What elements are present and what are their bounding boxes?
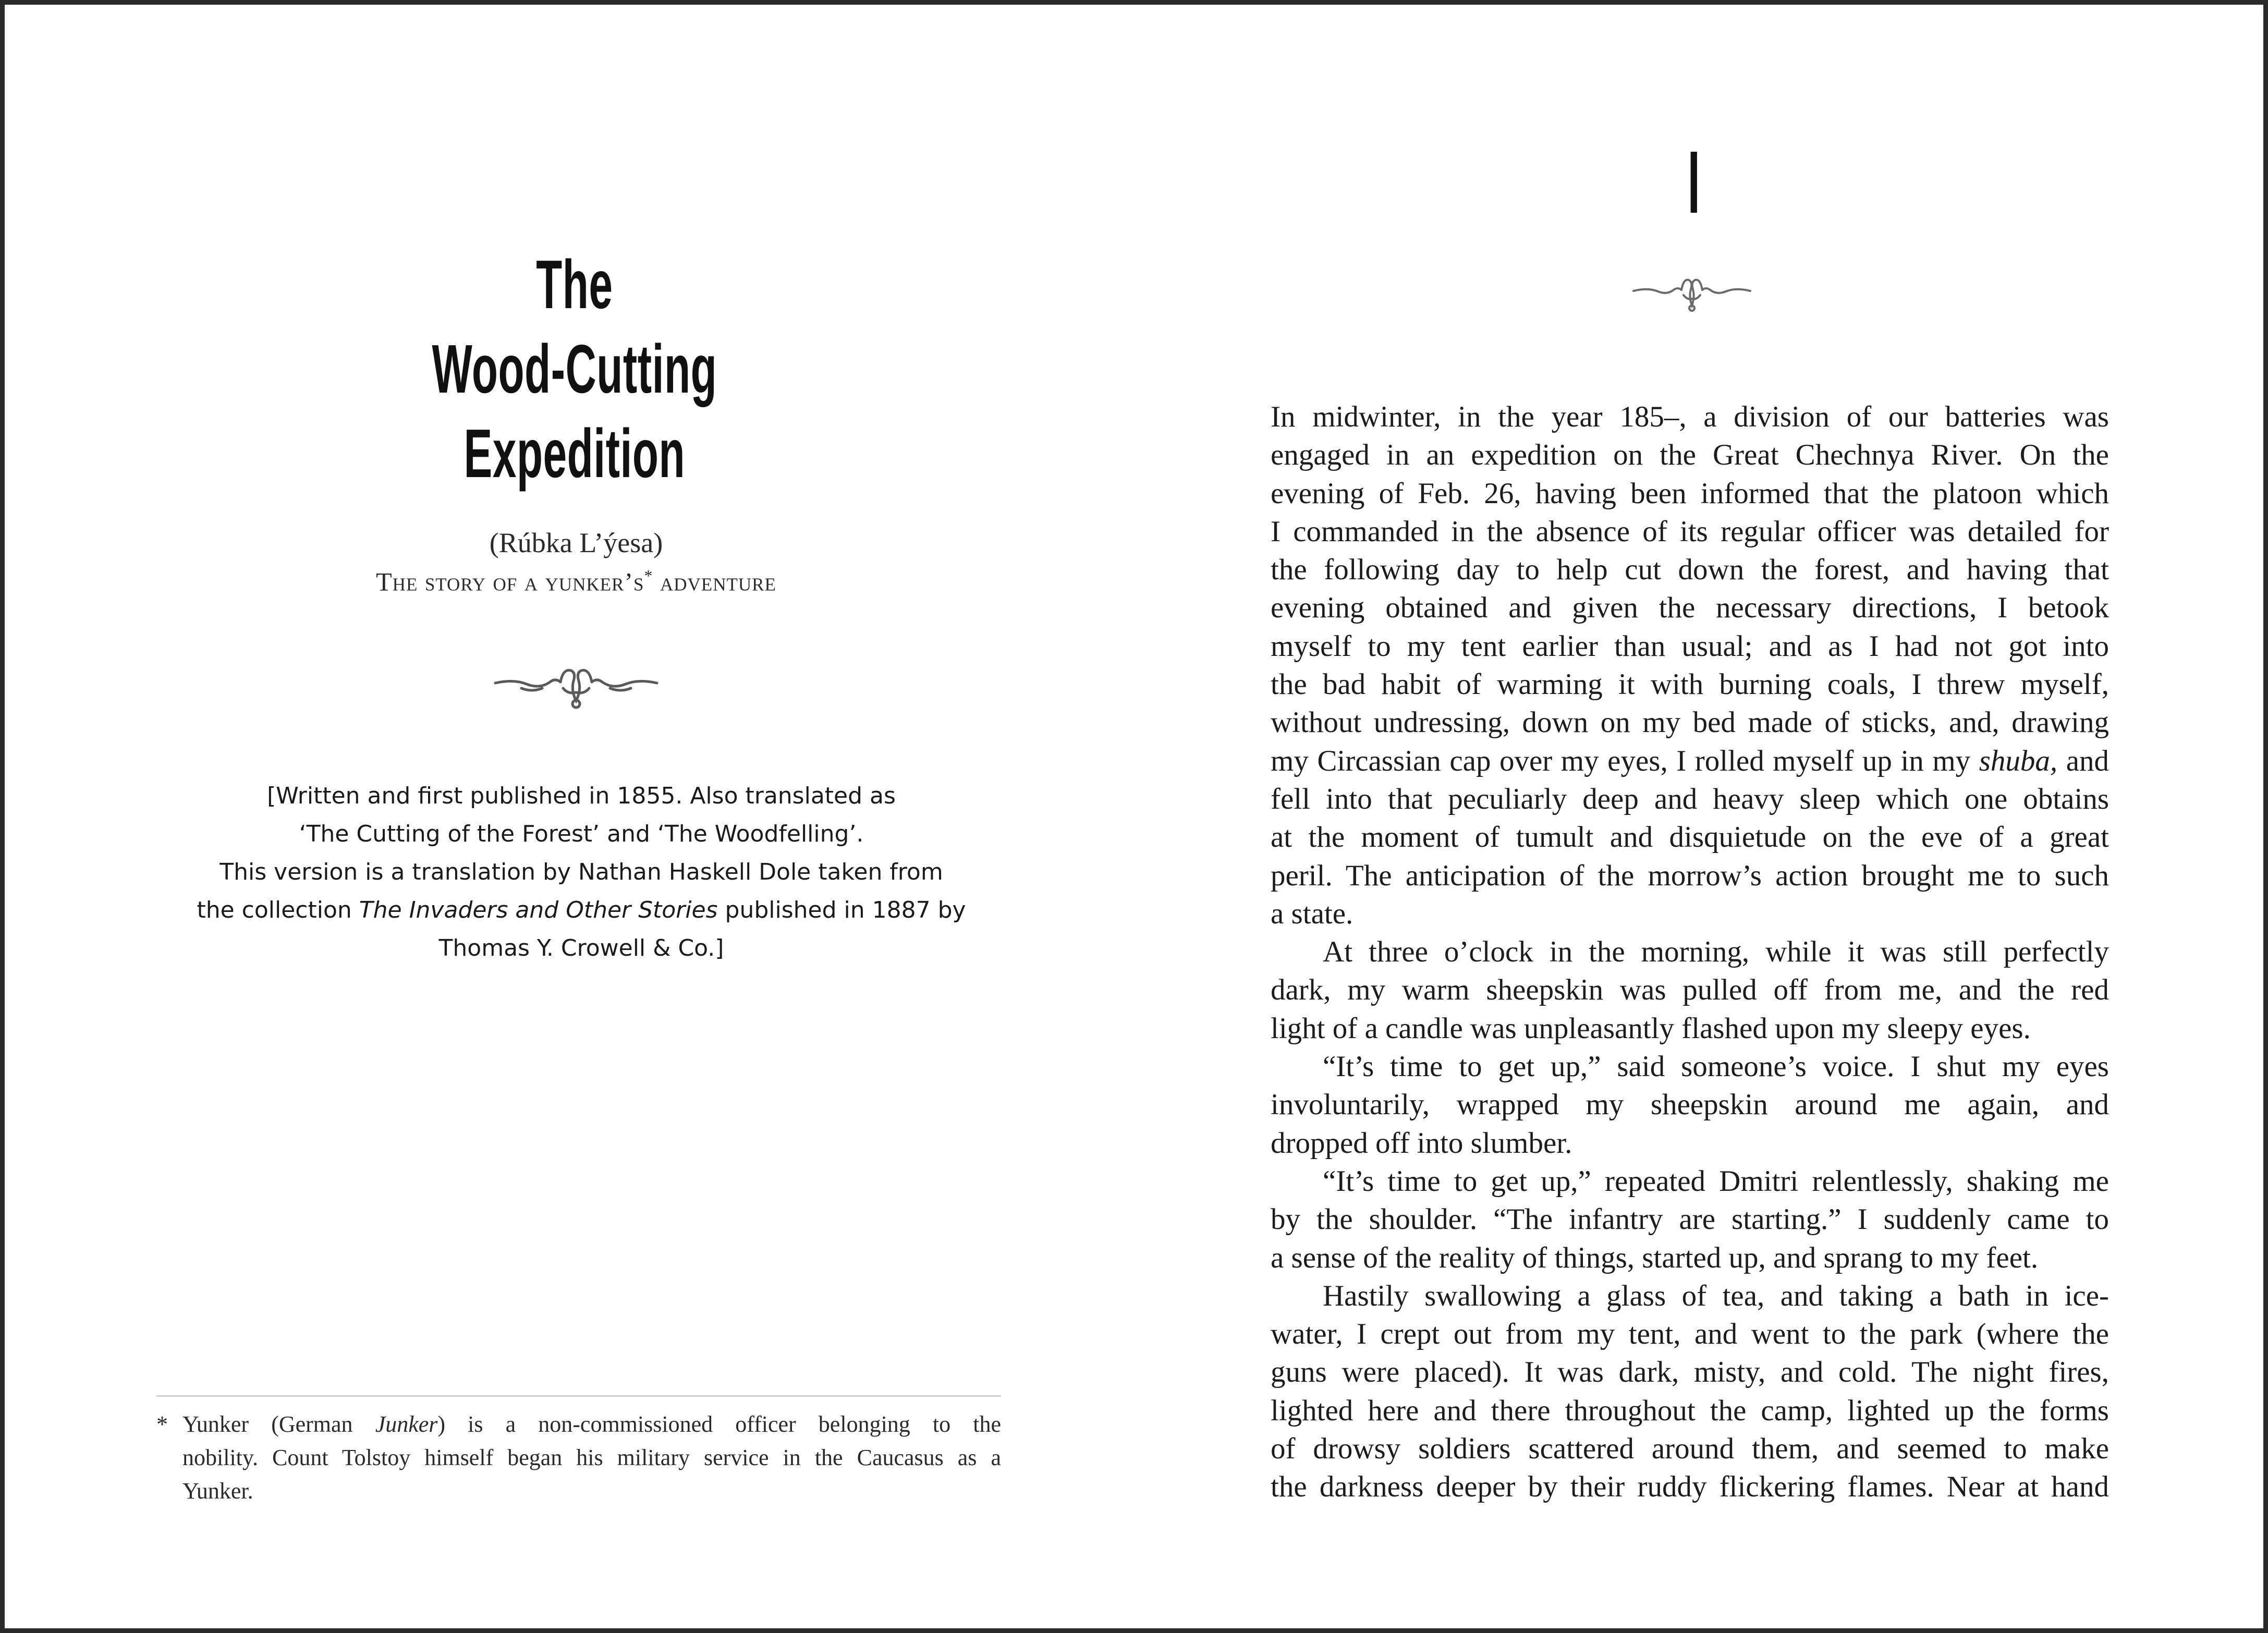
body-line-text-end: and [2057, 744, 2109, 777]
body-line [1271, 1277, 2109, 1315]
body-line [1271, 780, 2109, 818]
body-line-text: myself to my tent earlier than usual; and as I had not got into [1271, 629, 2109, 663]
body-line [1271, 1200, 2109, 1238]
body-line [1271, 436, 2109, 474]
body-line-text: the bad habit of warming it with burning coals, I threw myself, [1271, 668, 2109, 701]
ornament-icon [490, 658, 662, 715]
note-line-2: ‘The Cutting of the Forest’ and ‘The Woodfelling’. [299, 821, 864, 847]
note-line-4-post: published in 1887 by [717, 897, 966, 923]
title-line-3: Expedition [464, 415, 686, 492]
ornament-icon [1629, 270, 1754, 317]
footnote-line-3: Yunker. [182, 1478, 253, 1504]
body-line-text: without undressing, down on my bed made of sticks, and, drawing [1271, 706, 2109, 739]
body-line-text: at the moment of tumult and disquietude on the eve of a great [1271, 821, 2109, 854]
footnote-line-1-pre: Yunker (German [182, 1411, 375, 1437]
body-line-text: by the shoulder. “The infantry are starting.” I suddenly came to [1271, 1203, 2109, 1236]
body-line [1271, 589, 2109, 627]
body-line-text: the following day to help cut down the forest, and having that [1271, 553, 2109, 587]
body-line [1271, 895, 2109, 933]
body-line-text: evening obtained and given the necessary directions, I betook [1271, 591, 2109, 625]
body-line [1271, 474, 2109, 513]
body-line [1271, 1047, 2109, 1086]
body-line-text: water, I crept out from my tent, and went to the park (where the [1271, 1318, 2109, 1351]
body-line [1271, 1009, 2109, 1047]
body-line [1271, 703, 2109, 741]
subtitle-main: The story of a yunker’s [376, 567, 644, 596]
subtitle [0, 566, 1152, 597]
body-line [1271, 1124, 2109, 1162]
body-line [1271, 933, 2109, 971]
body-line-text: evening of Feb. 26, having been informed that the platoon which [1271, 477, 2109, 510]
body-line [1271, 1315, 2109, 1353]
footnote-reference: * [644, 566, 653, 585]
body-line [1271, 1392, 2109, 1430]
body-line-text: a state. [1271, 897, 1354, 930]
story-title [219, 242, 930, 496]
note-line-3: This version is a translation by Nathan Haskell Dole taken from [220, 859, 943, 885]
body-line-text: involuntarily, wrapped my sheepskin around me again, and [1271, 1088, 2109, 1122]
note-line-4 [172, 891, 991, 929]
footnote-italic-term: Junker [375, 1411, 438, 1437]
right-page [1134, 0, 2268, 1633]
body-line [1271, 971, 2109, 1009]
body-line-text: of drowsy soldiers scattered around them, and seemed to make [1271, 1432, 2109, 1466]
body-line [1271, 1430, 2109, 1468]
title-line-2: Wood-Cutting [432, 331, 717, 407]
note-line-5: Thomas Y. Crowell & Co.] [438, 935, 724, 961]
body-line-text: peril. The anticipation of the morrow’s action brought me to such [1271, 859, 2109, 892]
body-line-text: the darkness deeper by their ruddy flickering flames. Near at hand [1271, 1470, 2109, 1504]
footnote-rule [156, 1395, 1001, 1397]
body-line [1271, 627, 2109, 665]
collection-title: The Invaders and Other Stories [359, 897, 718, 923]
body-line [1271, 1468, 2109, 1506]
body-line-text: At three o’clock in the morning, while it was still perfectly [1323, 935, 2109, 969]
footnote-line-2: nobility. Count Tolstoy himself began his military service in the Caucasus as a [182, 1445, 1001, 1470]
body-line-text: Hastily swallowing a glass of tea, and taking a bath in ice- [1323, 1279, 2109, 1312]
body-line-text: dropped off into slumber. [1271, 1126, 1572, 1160]
body-line [1271, 742, 2109, 780]
body-line-text: light of a candle was unpleasantly flashed upon my sleepy eyes. [1271, 1012, 2031, 1045]
body-line-text: “It’s time to get up,” said someone’s voice. I shut my eyes [1323, 1050, 2109, 1083]
body-line [1271, 818, 2109, 856]
body-line-text: guns were placed). It was dark, misty, and cold. The night fires, [1271, 1356, 2109, 1389]
body-line [1271, 398, 2109, 436]
body-line-text: I commanded in the absence of its regular officer was detailed for [1271, 515, 2109, 548]
body-line [1271, 1086, 2109, 1124]
note-line-1: [Written and first published in 1855. Also translated as [267, 783, 896, 809]
body-line-text: “It’s time to get up,” repeated Dmitri relentlessly, shaking me [1323, 1164, 2109, 1198]
title-line-1: The [536, 246, 613, 323]
body-line [1271, 513, 2109, 551]
body-line-text: In midwinter, in the year 185–, a division of our batteries was [1271, 400, 2109, 433]
footnote-line-1 [182, 1408, 1001, 1441]
body-line-text: fell into that peculiarly deep and heavy sleep which one obtains [1271, 782, 2109, 815]
body-line-text: my Circassian cap over my eyes, I rolled myself up in my [1271, 744, 1979, 777]
body-line [1271, 665, 2109, 703]
footnote-line-1-post: ) is a non-commissioned officer belonging to the [437, 1411, 1001, 1437]
chapter-body-text [1271, 398, 2109, 1506]
body-line [1271, 1353, 2109, 1391]
body-line-text: dark, my warm sheepskin was pulled off from me, and the red [1271, 973, 2109, 1007]
body-line-text: engaged in an expedition on the Great Chechnya River. On the [1271, 438, 2109, 472]
footnote-mark: * [156, 1411, 168, 1437]
body-line [1271, 1162, 2109, 1200]
alternate-title: (Rúbka L’ýesa) [489, 527, 663, 558]
footnote [156, 1408, 1001, 1508]
body-line [1271, 1239, 2109, 1277]
body-line-text: a sense of the reality of things, started up, and sprang to my feet. [1271, 1241, 2039, 1274]
subtitle-end: adventure [653, 567, 776, 596]
publication-note [172, 777, 991, 967]
body-line [1271, 857, 2109, 895]
body-line-text: lighted here and there throughout the camp, lighted up the forms [1271, 1394, 2109, 1427]
chapter-number: I [1687, 133, 1700, 232]
body-line [1271, 551, 2109, 589]
body-line-italic: shuba, [1979, 744, 2058, 777]
note-line-4-pre: the collection [197, 897, 359, 923]
